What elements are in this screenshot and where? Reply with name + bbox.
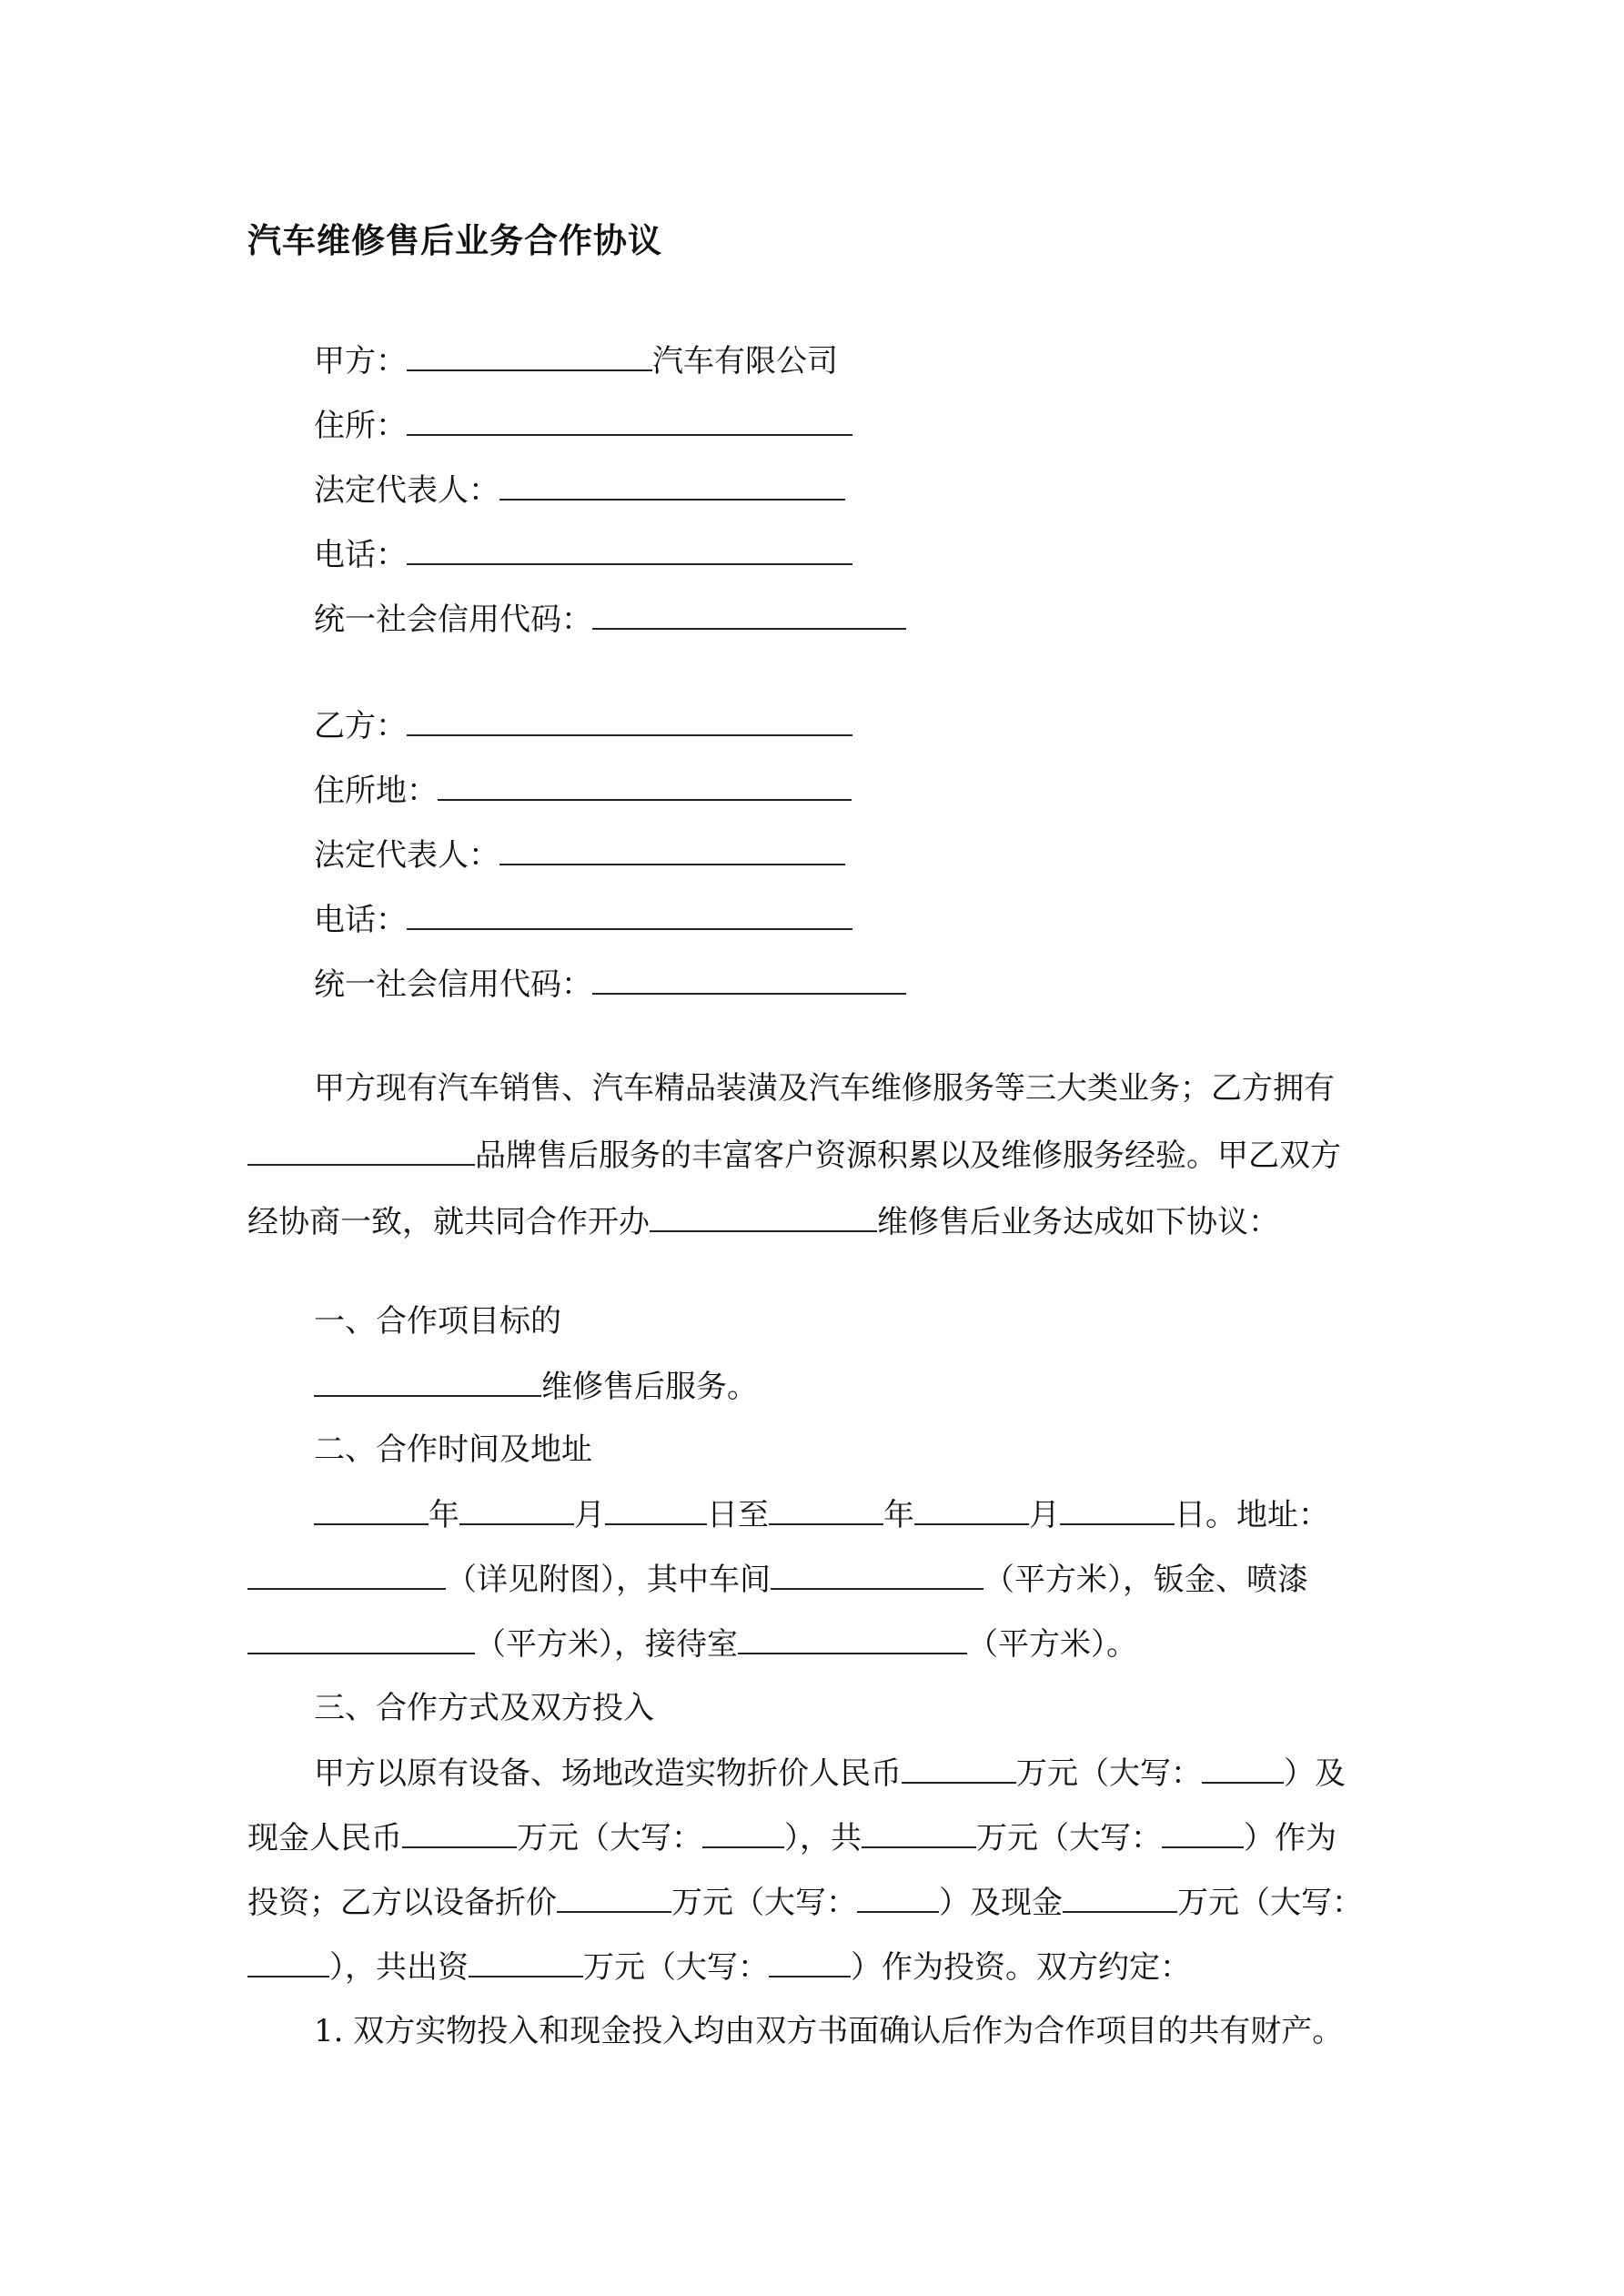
- section-2-dates-line: [314, 1491, 1329, 1539]
- workshop-area-blank[interactable]: [771, 1555, 983, 1590]
- party-b-address-line: [314, 766, 852, 814]
- party-b-legal-rep-label: 法定代表人：: [314, 837, 499, 874]
- b-total-amount-blank[interactable]: [469, 1943, 583, 1977]
- party-b-credit-code-line: [314, 960, 906, 1008]
- year-label: 年: [429, 1497, 459, 1533]
- party-b-address-label: 住所地：: [314, 773, 438, 809]
- a-cash-capital-blank[interactable]: [702, 1814, 784, 1848]
- intro-line-3: [247, 1198, 1387, 1246]
- business-blank[interactable]: [650, 1198, 877, 1232]
- sqm-reception-text: （平方米），接待室: [475, 1626, 738, 1663]
- party-a-phone-line: [314, 531, 852, 579]
- section-3-p1: [314, 1749, 1346, 1797]
- party-b-phone-label: 电话：: [314, 902, 407, 938]
- a-total-capital-blank[interactable]: [1162, 1814, 1244, 1848]
- start-year-blank[interactable]: [314, 1491, 429, 1525]
- address-blank[interactable]: [247, 1555, 446, 1590]
- p3-a: 投资；乙方以设备折价: [247, 1885, 557, 1921]
- intro-line-2: [247, 1131, 1387, 1179]
- section-3-heading: 三、合作方式及双方投入: [314, 1690, 654, 1726]
- a-equipment-capital-blank[interactable]: [1202, 1749, 1284, 1784]
- b-equipment-amount-blank[interactable]: [557, 1878, 671, 1913]
- party-b-credit-code-blank[interactable]: [592, 960, 906, 995]
- party-a-name-suffix: 汽车有限公司: [652, 343, 838, 379]
- party-b-credit-code-label: 统一社会信用代码：: [314, 966, 592, 1003]
- section-3-p4: [247, 1943, 1387, 1991]
- party-b-name-label: 乙方：: [314, 708, 407, 744]
- p4-b: 万元（大写：: [583, 1949, 769, 1986]
- intro-line-3-suffix: 维修售后业务达成如下协议：: [877, 1204, 1279, 1240]
- section-1-body: [314, 1362, 758, 1411]
- section-2-address-line: [247, 1555, 1387, 1603]
- p2-c: ），共: [784, 1820, 862, 1856]
- party-a-name-blank[interactable]: [407, 337, 652, 371]
- p2-b: 万元（大写：: [517, 1820, 702, 1856]
- party-b-legal-rep-blank[interactable]: [499, 831, 845, 865]
- day-address-label: 日。地址：: [1175, 1497, 1329, 1533]
- p3-b: 万元（大写：: [671, 1885, 857, 1921]
- b-cash-amount-blank[interactable]: [1063, 1878, 1177, 1913]
- party-b-phone-line: [314, 895, 852, 944]
- service-brand-blank[interactable]: [314, 1362, 541, 1397]
- b-cash-capital-blank[interactable]: [247, 1943, 329, 1977]
- party-a-phone-label: 电话：: [314, 537, 407, 573]
- end-year-blank[interactable]: [769, 1491, 883, 1525]
- intro-line-3-prefix: 经协商一致，就共同合作开办: [247, 1204, 650, 1240]
- brand-blank[interactable]: [247, 1131, 475, 1166]
- end-month-blank[interactable]: [914, 1491, 1029, 1525]
- party-b-legal-rep-line: [314, 831, 845, 879]
- party-a-name-line: [314, 337, 838, 385]
- party-b-name-blank[interactable]: [407, 702, 852, 736]
- section-3-p3: [247, 1878, 1387, 1927]
- document-title: 汽车维修售后业务合作协议: [247, 220, 662, 260]
- intro-line-1: 甲方现有汽车销售、汽车精品装潢及汽车维修服务等三大类业务；乙方拥有: [314, 1070, 1335, 1107]
- section-2-area-line: [247, 1620, 1387, 1668]
- party-b-address-blank[interactable]: [438, 766, 852, 801]
- p2-a: 现金人民币: [247, 1820, 402, 1856]
- section-1-body-text: 维修售后服务。: [541, 1369, 758, 1405]
- section-3-item-1: 1. 双方实物投入和现金投入均由双方书面确认后作为合作项目的共有财产。: [314, 2013, 1344, 2049]
- end-day-blank[interactable]: [1060, 1491, 1175, 1525]
- p1-a: 甲方以原有设备、场地改造实物折价人民币: [314, 1755, 902, 1792]
- party-a-name-label: 甲方：: [314, 343, 407, 379]
- party-a-credit-code-label: 统一社会信用代码：: [314, 602, 592, 638]
- reception-area-blank[interactable]: [738, 1620, 967, 1654]
- detail-text: （详见附图），其中车间: [446, 1562, 771, 1598]
- month-label-2: 月: [1029, 1497, 1060, 1533]
- p1-b: 万元（大写：: [1016, 1755, 1202, 1792]
- p2-e: ）作为: [1244, 1820, 1337, 1856]
- party-a-legal-rep-line: [314, 466, 845, 514]
- start-day-blank[interactable]: [605, 1491, 707, 1525]
- a-cash-amount-blank[interactable]: [402, 1814, 517, 1848]
- a-equipment-amount-blank[interactable]: [902, 1749, 1016, 1784]
- p1-c: ）及: [1284, 1755, 1346, 1792]
- party-a-credit-code-line: [314, 595, 906, 643]
- p4-c: ）作为投资。双方约定：: [851, 1949, 1191, 1986]
- section-2-heading: 二、合作时间及地址: [314, 1431, 592, 1468]
- p4-a: ），共出资: [329, 1949, 469, 1986]
- section-3-p2: [247, 1814, 1387, 1862]
- party-a-address-label: 住所：: [314, 408, 407, 444]
- month-label: 月: [574, 1497, 605, 1533]
- party-a-legal-rep-label: 法定代表人：: [314, 472, 499, 509]
- section-1-heading: 一、合作项目标的: [314, 1303, 561, 1340]
- party-a-credit-code-blank[interactable]: [592, 595, 906, 630]
- party-b-name-line: [314, 702, 852, 750]
- p3-d: 万元（大写：: [1177, 1885, 1363, 1921]
- b-equipment-capital-blank[interactable]: [857, 1878, 939, 1913]
- sqm-sheet-text: （平方米），钣金、喷漆: [983, 1562, 1308, 1598]
- paint-area-blank[interactable]: [247, 1620, 475, 1654]
- year-label-2: 年: [883, 1497, 914, 1533]
- party-a-address-blank[interactable]: [407, 401, 852, 436]
- party-a-phone-blank[interactable]: [407, 531, 852, 565]
- party-a-legal-rep-blank[interactable]: [499, 466, 845, 501]
- p2-d: 万元（大写：: [976, 1820, 1162, 1856]
- p3-c: ）及现金: [939, 1885, 1063, 1921]
- a-total-amount-blank[interactable]: [862, 1814, 976, 1848]
- party-a-address-line: [314, 401, 852, 450]
- start-month-blank[interactable]: [459, 1491, 574, 1525]
- intro-line-2-text: 品牌售后服务的丰富客户资源积累以及维修服务经验。甲乙双方: [475, 1138, 1341, 1174]
- b-total-capital-blank[interactable]: [769, 1943, 851, 1977]
- sqm-end-text: （平方米）。: [967, 1626, 1137, 1663]
- day-to-label: 日至: [707, 1497, 769, 1533]
- party-b-phone-blank[interactable]: [407, 895, 852, 930]
